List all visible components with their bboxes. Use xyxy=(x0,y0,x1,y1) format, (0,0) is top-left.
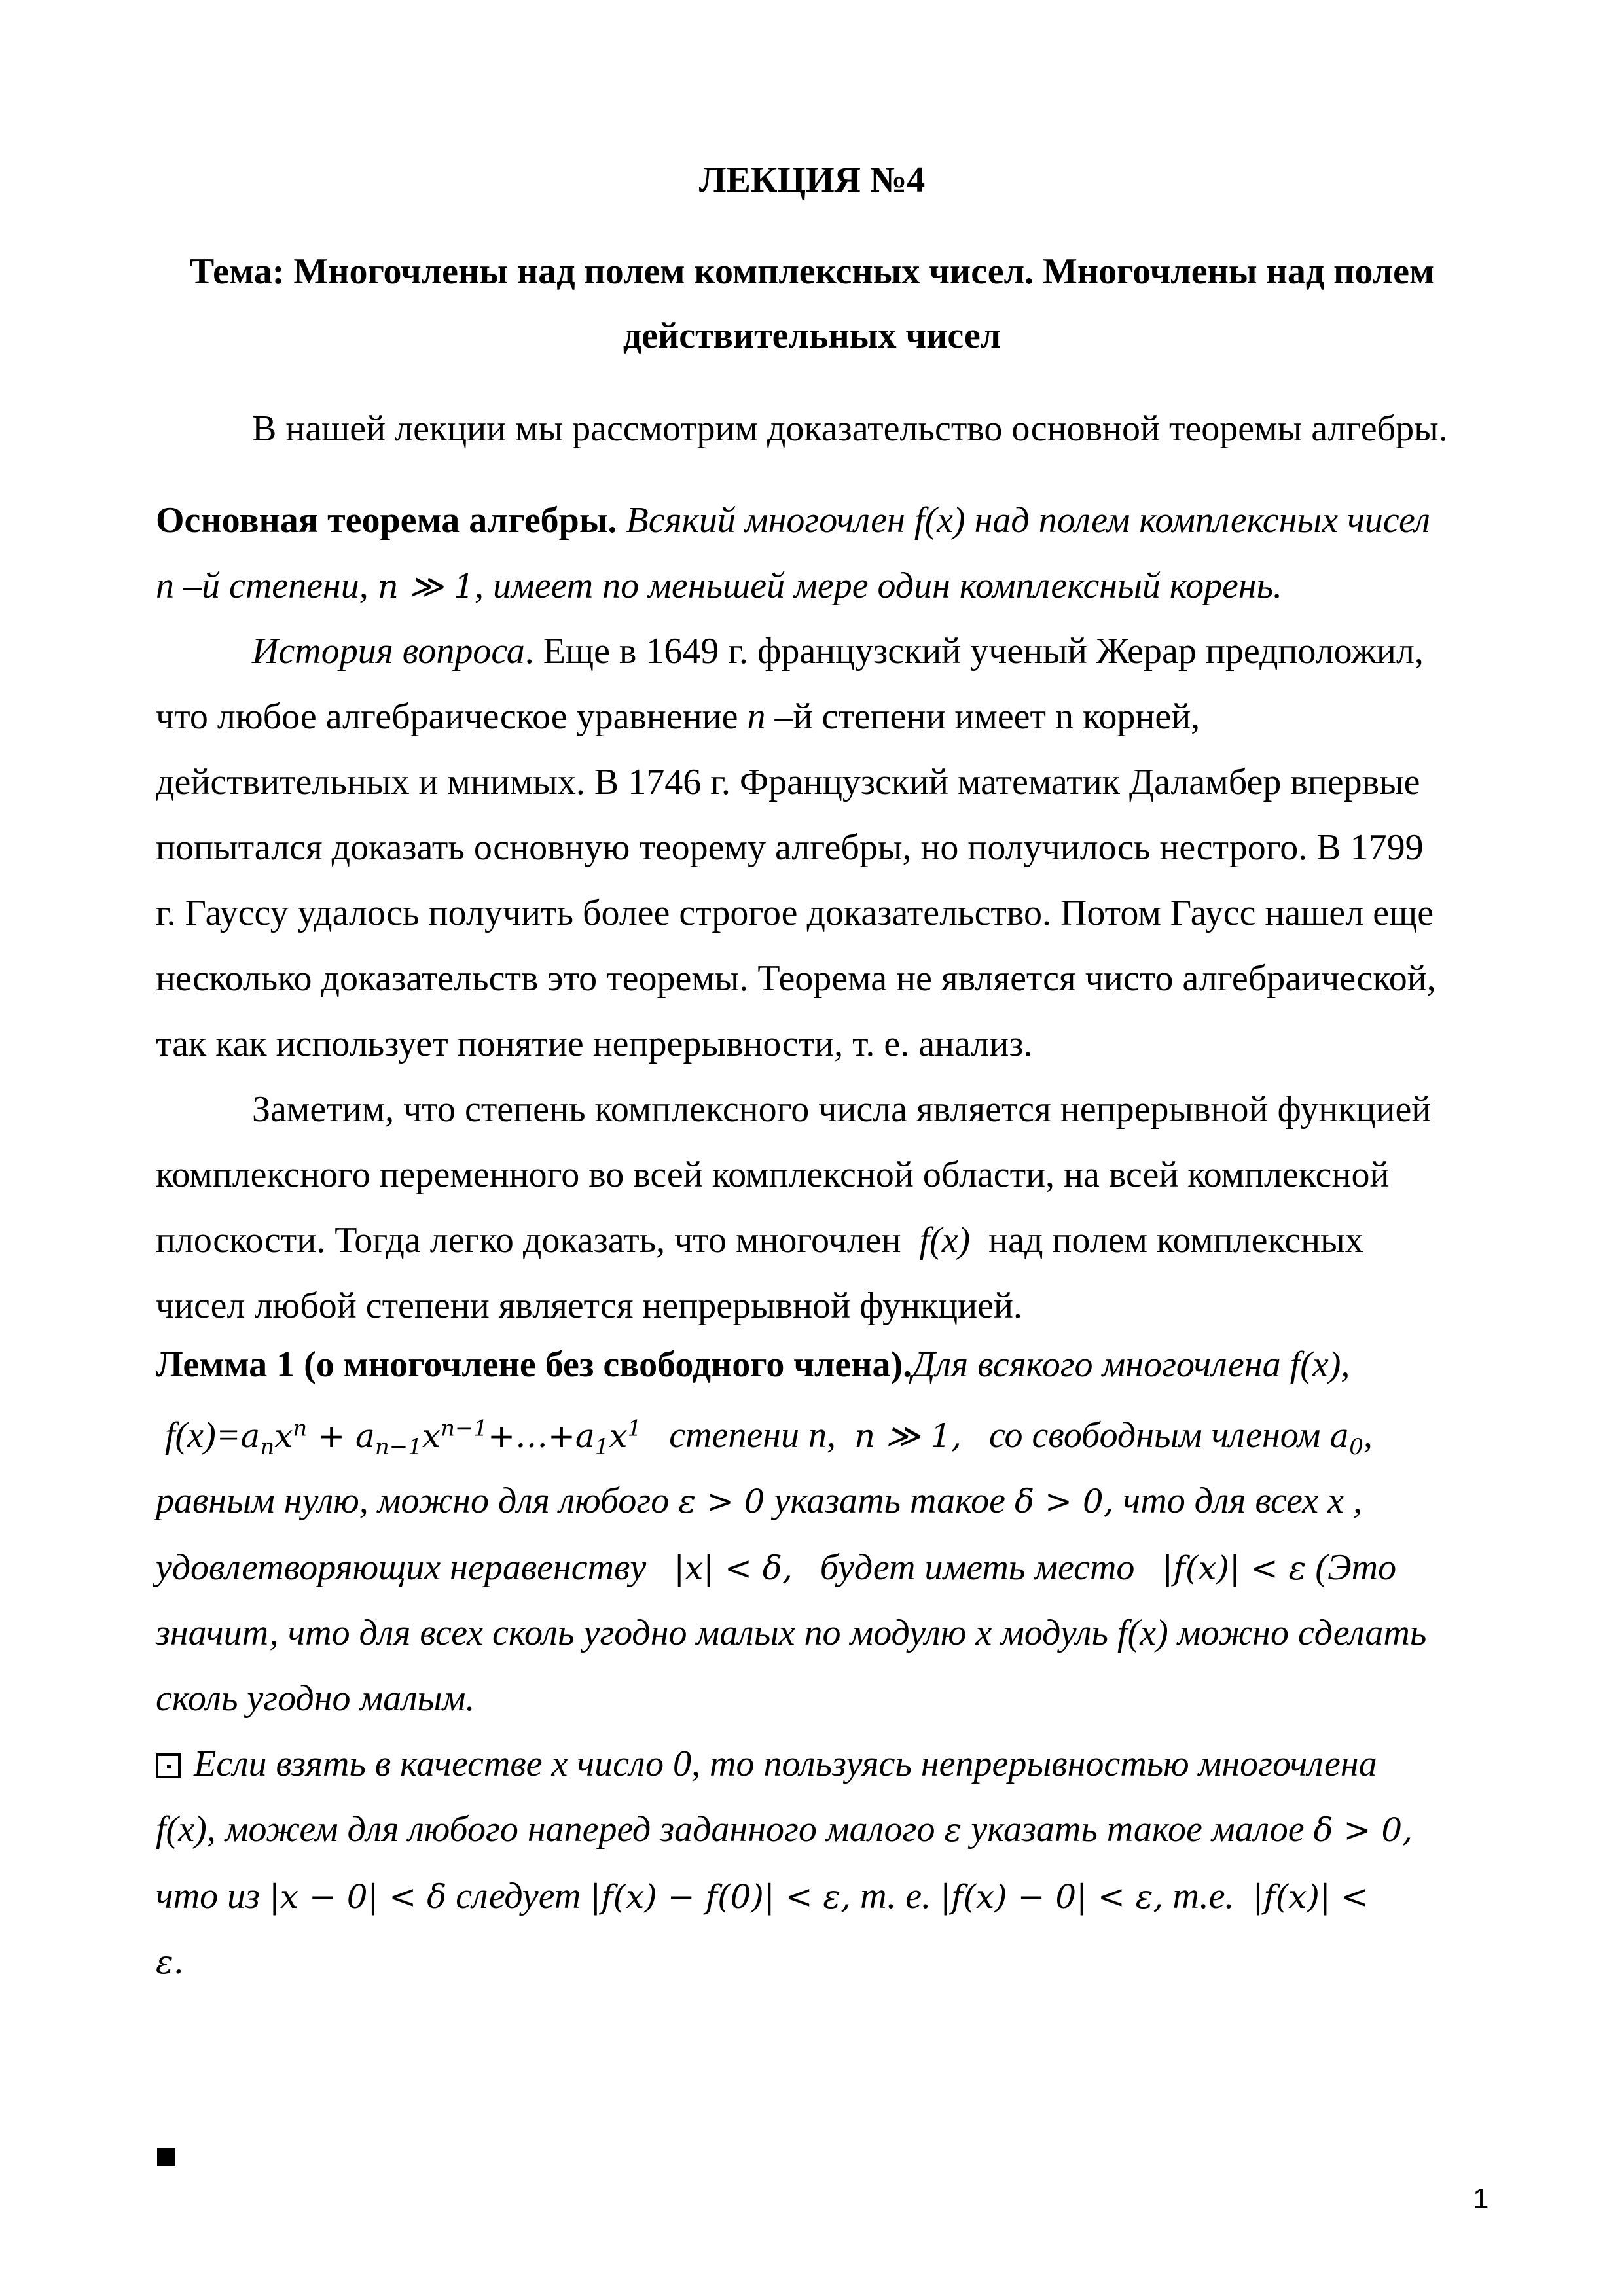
theorem-text-1: Всякий многочлен f(x) над полем комплексных чисел xyxy=(626,500,1430,541)
lemma-epsilon-cond: ε > 0 xyxy=(678,1482,765,1520)
proof-text-2b: указать такое малое xyxy=(971,1809,1305,1850)
lemma-line-5: значит, что для всех сколь угодно малых по модулю x модуль f(x) можно сделать xyxy=(156,1613,1427,1653)
proof-text-3b: следует xyxy=(456,1876,581,1916)
remark-line-1: Заметим, что степень комплексного числа является непрерывной функцией xyxy=(252,1089,1432,1130)
proof-start-icon xyxy=(156,1753,181,1778)
theorem-line-1 xyxy=(156,497,1501,543)
proof-text-2a: f(x), можем для любого наперед заданного малого xyxy=(156,1809,935,1850)
history-line-3: действительных и мнимых. В 1746 г. Французский математик Даламбер впервые xyxy=(156,762,1420,802)
theorem-text-2a: n –й степени, xyxy=(156,565,369,606)
lemma-line-1 xyxy=(156,1342,1350,1388)
topic-line-1: Тема: Многочлены над полем комплексных чисел. Многочлены над полем xyxy=(189,251,1435,292)
remark-line-2: комплексного переменного во всей комплексной области, на всей комплексной xyxy=(156,1155,1390,1195)
lemma-n-cond: n ≫ 1, xyxy=(854,1417,962,1455)
topic-line-2: действительных чисел xyxy=(623,315,1001,356)
lemma-line-6: сколь угодно малым. xyxy=(156,1678,475,1719)
remark-text-3a: плоскости. Тогда легко доказать, что многочлен xyxy=(156,1220,901,1261)
lemma-text-3c: что для всех x , xyxy=(1123,1480,1362,1521)
theorem-line-2 xyxy=(156,563,1282,609)
lemma-a0: $a_0$ xyxy=(1329,1417,1363,1460)
lemma-line-2: $f(x)=a_nx^n$ + $a_{n-1}x^{n-1}+\dots+a_1x^1$ степени n, n ≫ 1, со свободным членом $a_0$, xyxy=(165,1415,1373,1460)
lemma-abs-fx: |f(x)| < ε xyxy=(1162,1549,1307,1587)
proof-abs-fx: |f(x)| < xyxy=(1252,1878,1369,1916)
remark-fx: f(x) xyxy=(919,1220,971,1261)
proof-line-3 xyxy=(156,1873,1369,1920)
proof-text-3c: т. е. xyxy=(860,1876,931,1916)
proof-line-1 xyxy=(156,1741,1377,1787)
lemma-polynomial: $a_nx^n$ + $a_{n-1}x^{n-1}+\dots+a_1x^1$ xyxy=(240,1415,642,1460)
proof-text-3d: т.е. xyxy=(1172,1876,1235,1916)
lemma-text-3b: указать такое xyxy=(774,1480,1006,1521)
lemma-line-4 xyxy=(156,1545,1396,1591)
proof-abs-x0: |x − 0| < δ xyxy=(269,1878,447,1916)
proof-epsilon: ε xyxy=(944,1811,962,1849)
remark-line-3 xyxy=(156,1217,1363,1263)
lemma-fx: f(x)= xyxy=(165,1415,241,1456)
history-line-7: так как использует понятие непрерывности, т. е. анализ. xyxy=(156,1024,1033,1064)
lemma-text-1: Для всякого многочлена f(x), xyxy=(912,1344,1350,1385)
history-text-2a: что любое алгебраическое уравнение xyxy=(156,696,738,737)
proof-delta: δ > 0, xyxy=(1313,1811,1413,1849)
history-line-6: несколько доказательств это теоремы. Теорема не является чисто алгебраической, xyxy=(156,958,1436,999)
history-n: n xyxy=(747,696,766,737)
theorem-label: Основная теорема алгебры. xyxy=(156,500,617,541)
lemma-degree-text: степени n, xyxy=(669,1415,836,1456)
remark-line-4: чисел любой степени является непрерывной функцией. xyxy=(156,1285,1022,1326)
proof-abs-diff: |f(x) − f(0)| < ε, xyxy=(590,1878,852,1916)
proof-text-1: Если взять в качестве x число 0, то пользуясь непрерывностью многочлена xyxy=(194,1744,1377,1784)
remark-text-3b: над полем комплексных xyxy=(988,1220,1363,1261)
lemma-text-4a: удовлетворяющих неравенству xyxy=(156,1547,647,1588)
proof-line-2 xyxy=(156,1806,1413,1853)
theorem-math-n: n ≫ 1 xyxy=(377,567,475,605)
history-text-2b: –й степени имеет n корней, xyxy=(774,696,1200,737)
theorem-text-2b: , имеет по меньшей мере один комплексный корень. xyxy=(474,565,1283,606)
lemma-text-4c: (Это xyxy=(1315,1547,1397,1588)
history-text-1: . Еще в 1649 г. французский ученый Жерар предположил, xyxy=(524,631,1424,672)
proof-epsilon-end: ε. xyxy=(156,1943,184,1981)
proof-abs-fx0: |f(x) − 0| < ε, xyxy=(940,1878,1164,1916)
lemma-label: Лемма 1 (о многочлене без свободного члена). xyxy=(156,1344,912,1385)
lemma-line-3 xyxy=(156,1478,1362,1524)
proof-text-3a: что из xyxy=(156,1876,261,1916)
lemma-abs-x: |x| < δ, xyxy=(674,1549,793,1587)
qed-square-icon xyxy=(157,2148,175,2166)
history-line-2 xyxy=(156,694,1200,740)
lemma-text-3a: равным нулю, можно для любого xyxy=(156,1480,670,1521)
lemma-free-term-text: со свободным членом xyxy=(989,1415,1321,1456)
intro-paragraph: В нашей лекции мы рассмотрим доказательство основной теоремы алгебры. xyxy=(252,408,1448,449)
history-label: История вопроса xyxy=(252,631,525,672)
lemma-delta-cond: δ > 0, xyxy=(1015,1482,1114,1520)
history-line-1 xyxy=(252,628,1424,674)
history-line-4: попытался доказать основную теорему алгебры, но получилось нестрого. В 1799 xyxy=(156,827,1424,868)
lemma-text-4b: будет иметь место xyxy=(820,1547,1135,1588)
proof-line-4 xyxy=(156,1939,184,1985)
history-line-5: г. Гауссу удалось получить более строгое доказательство. Потом Гаусс нашел еще xyxy=(156,893,1434,933)
page-number: 1 xyxy=(1473,2183,1489,2215)
lecture-title: ЛЕКЦИЯ №4 xyxy=(698,160,926,200)
